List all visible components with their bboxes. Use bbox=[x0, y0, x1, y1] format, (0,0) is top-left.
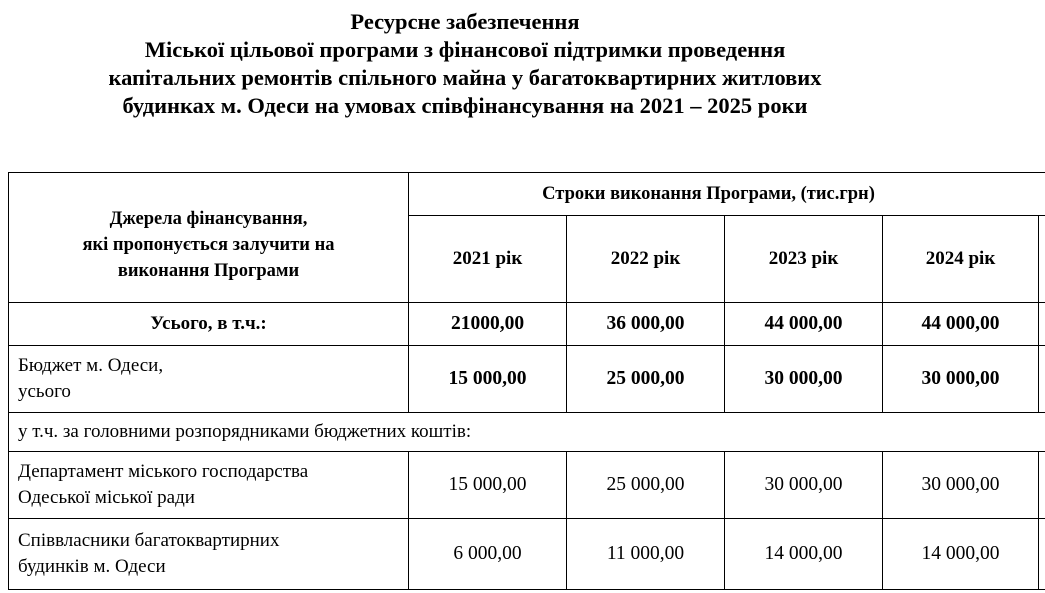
table-header-row bbox=[9, 173, 1045, 216]
total-2023: 44 000,00 bbox=[725, 303, 883, 346]
title-line-1: Ресурсне забезпечення bbox=[350, 9, 580, 34]
title-line-3: капітальних ремонтів спільного майна у багатоквартирних житлових bbox=[108, 65, 822, 90]
header-source-line-1: Джерела фінансування, bbox=[109, 208, 308, 229]
title-line-4: будинках м. Одеси на умовах співфінансування на 2021 – 2025 роки bbox=[122, 93, 808, 118]
header-funding-sources bbox=[9, 173, 409, 303]
co-owners-label-line-1: Співвласники багатоквартирних bbox=[18, 530, 280, 551]
subheading-text: у т.ч. за головними розпорядниками бюджетних коштів: bbox=[9, 413, 1045, 452]
title-line-2: Міської цільової програми з фінансової підтримки проведення bbox=[144, 37, 786, 62]
budget-2023: 30 000,00 bbox=[725, 346, 883, 413]
department-2023: 30 000,00 bbox=[725, 452, 883, 519]
total-2024: 44 000,00 bbox=[883, 303, 1039, 346]
header-terms bbox=[409, 173, 1045, 216]
budget-label-line-2: усього bbox=[18, 381, 71, 402]
table-row-total bbox=[9, 303, 1045, 346]
header-source-line-2: які пропонується залучити на bbox=[82, 234, 335, 255]
department-2024: 30 000,00 bbox=[883, 452, 1039, 519]
budget-cut bbox=[1039, 346, 1045, 413]
department-cut bbox=[1039, 452, 1045, 519]
budget-2024: 30 000,00 bbox=[883, 346, 1039, 413]
budget-2022: 25 000,00 bbox=[567, 346, 725, 413]
total-2022: 36 000,00 bbox=[567, 303, 725, 346]
resource-table bbox=[8, 172, 1045, 590]
header-year-2021: 2021 рік bbox=[409, 216, 567, 303]
table-row-department bbox=[9, 452, 1045, 519]
budget-label bbox=[9, 346, 409, 413]
department-2022: 25 000,00 bbox=[567, 452, 725, 519]
department-2021: 15 000,00 bbox=[409, 452, 567, 519]
header-year-2024: 2024 рік bbox=[883, 216, 1039, 303]
header-source-line-3: виконання Програми bbox=[117, 260, 300, 281]
table-row-budget bbox=[9, 346, 1045, 413]
header-year-2023: 2023 рік bbox=[725, 216, 883, 303]
total-cut bbox=[1039, 303, 1045, 346]
department-label-line-2: Одеської міської ради bbox=[18, 487, 195, 508]
document-title bbox=[0, 8, 930, 120]
total-2021: 21000,00 bbox=[409, 303, 567, 346]
total-label: Усього, в т.ч.: bbox=[9, 303, 409, 346]
co-owners-label-line-2: будинків м. Одеси bbox=[18, 556, 166, 577]
department-label-line-1: Департамент міського господарства bbox=[18, 461, 309, 482]
header-year-cut bbox=[1039, 216, 1045, 303]
co-owners-2022: 11 000,00 bbox=[567, 519, 725, 590]
table-row-co-owners bbox=[9, 519, 1045, 590]
header-terms-label: Строки виконання Програми, (тис.грн) bbox=[542, 183, 875, 204]
co-owners-label bbox=[9, 519, 409, 590]
budget-2021: 15 000,00 bbox=[409, 346, 567, 413]
header-year-2022: 2022 рік bbox=[567, 216, 725, 303]
department-label bbox=[9, 452, 409, 519]
co-owners-cut bbox=[1039, 519, 1045, 590]
co-owners-2024: 14 000,00 bbox=[883, 519, 1039, 590]
table-row-subheading bbox=[9, 413, 1045, 452]
co-owners-2023: 14 000,00 bbox=[725, 519, 883, 590]
budget-label-line-1: Бюджет м. Одеси, bbox=[18, 355, 164, 376]
co-owners-2021: 6 000,00 bbox=[409, 519, 567, 590]
